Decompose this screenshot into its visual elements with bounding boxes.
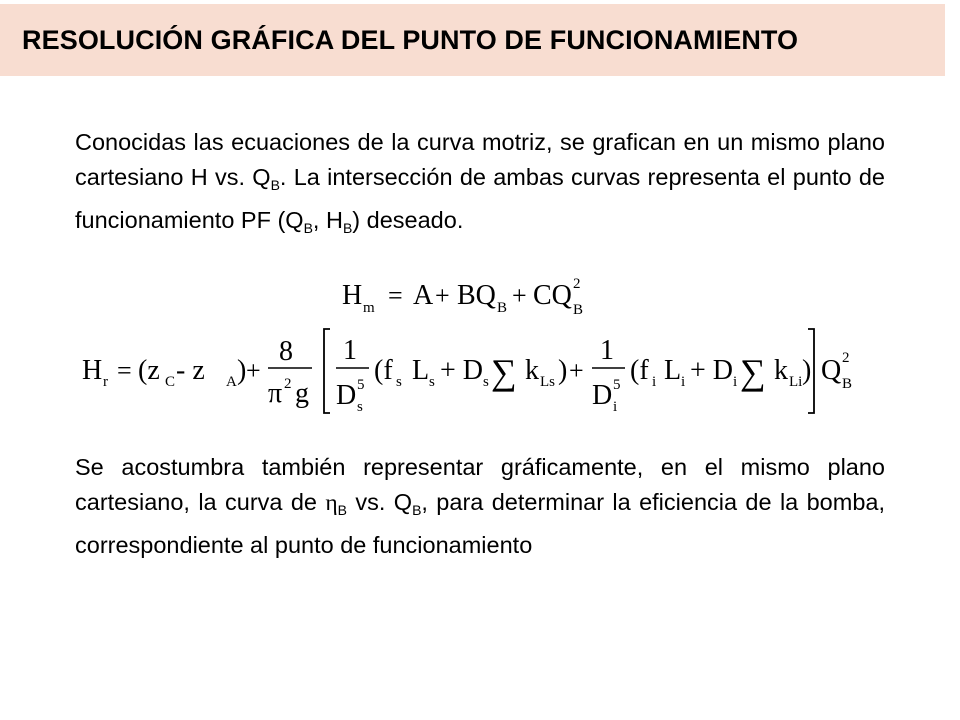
eq2-sub-Di: i <box>733 374 738 390</box>
eq2-sub-Ds: s <box>483 374 489 390</box>
efficiency-subscript-2: B <box>412 502 422 518</box>
eq2-k-Li: k <box>774 355 788 386</box>
eq2-sub-Li: i <box>681 374 686 390</box>
eq2-pi: π <box>268 378 283 409</box>
intro-subscript-3: B <box>342 220 353 236</box>
pump-curve-equation <box>340 272 600 320</box>
efficiency-text-2: vs. Q <box>347 489 413 515</box>
eq2-sub-kLs: Ls <box>540 374 555 390</box>
eq1-sub-B1: B <box>497 300 508 316</box>
eq2-sub-kLi: Li <box>789 374 803 390</box>
eq1-BQ: BQ <box>457 280 496 311</box>
eq2-D-i: D <box>592 380 613 411</box>
eq2-sum-1: ∑ <box>491 352 517 392</box>
eq2-D-s: D <box>336 380 357 411</box>
intro-text-1: Conocidas las ecuaciones de la curva motriz, se grafican en un mismo plano cartesiano H vs. Q <box>75 129 885 190</box>
eq2-Q: Q <box>821 355 842 386</box>
eq1-sub-B2: B <box>573 302 584 318</box>
intro-subscript-2: B <box>303 220 313 236</box>
intro-paragraph <box>75 125 885 246</box>
eq2-f-open-i: (f <box>630 355 649 386</box>
eq2-plus1: + <box>246 356 261 385</box>
eq1-exp-2: 2 <box>573 276 581 292</box>
eq1-plus2: + <box>512 281 527 310</box>
eq2-z-open: (z <box>138 355 160 386</box>
eq2-sub-Ls: s <box>429 374 435 390</box>
eq2-Q-exp: 2 <box>842 350 850 366</box>
efficiency-paragraph <box>75 450 885 563</box>
eq2-Q-sub: B <box>842 376 853 392</box>
eq2-sub-i-1: i <box>613 399 618 415</box>
eq2-exp-5-2: 5 <box>613 377 621 393</box>
efficiency-text-3: , para determinar la eficiencia de la bomba, correspondiente al punto de funcionamiento <box>75 489 885 558</box>
eq1-plus1: + <box>435 281 450 310</box>
eq2-plus2: + <box>569 356 584 385</box>
eq2-one-1: 1 <box>343 335 357 366</box>
eq2-pi-exp: 2 <box>284 376 292 392</box>
eq2-L-s: L <box>412 355 430 386</box>
eq1-CQ: CQ <box>533 280 572 311</box>
eq2-r: r <box>103 374 108 390</box>
intro-subscript-1: B <box>270 177 280 193</box>
eq2-sub-s-1: s <box>357 399 363 415</box>
eq1-equals: = <box>388 281 403 310</box>
eta-symbol: η <box>325 490 338 516</box>
eq2-equals: = <box>117 356 132 385</box>
efficiency-text-1: Se acostumbra también representar gráficamente, en el mismo plano cartesiano, la curva de <box>75 454 885 515</box>
eq2-plus-D-s: + D <box>440 355 484 386</box>
efficiency-subscript-1: B <box>337 502 347 518</box>
eq2-g: g <box>295 378 309 409</box>
eq2-f-open-s: (f <box>374 355 393 386</box>
eq1-A: A <box>413 280 434 311</box>
intro-text-4: ) deseado. <box>352 207 464 233</box>
eq2-close3: ) <box>802 355 812 386</box>
eq2-minus-z: - z <box>176 355 205 386</box>
eq2-k-Ls: k <box>525 355 539 386</box>
eq2-sub-fi: i <box>652 374 657 390</box>
intro-text-2: . La intersección de ambas curvas representa el punto de funcionamiento PF (Q <box>75 164 885 233</box>
eq2-sub-fs: s <box>396 374 402 390</box>
eq2-sub-C: C <box>165 374 176 390</box>
eq2-sub-A: A <box>226 374 237 390</box>
title-bar <box>0 4 945 76</box>
eq2-eight: 8 <box>279 336 293 367</box>
eq2-L-i: L <box>664 355 682 386</box>
eq2-one-2: 1 <box>600 335 614 366</box>
eq1-H: H <box>342 280 363 311</box>
eq2-plus-D-i: + D <box>690 355 734 386</box>
eq1-m: m <box>363 300 375 316</box>
eq2-sum-2: ∑ <box>740 352 766 392</box>
slide-title: RESOLUCIÓN GRÁFICA DEL PUNTO DE FUNCIONAMIENTO <box>22 24 799 55</box>
intro-text-3: , H <box>312 207 343 233</box>
system-curve-equation <box>80 322 870 422</box>
eq2-left-bracket <box>324 329 330 413</box>
eq2-close2: ) <box>558 355 568 386</box>
eq2-H: H <box>82 355 103 386</box>
eq2-close1: ) <box>237 355 247 386</box>
eq2-exp-5-1: 5 <box>357 377 365 393</box>
